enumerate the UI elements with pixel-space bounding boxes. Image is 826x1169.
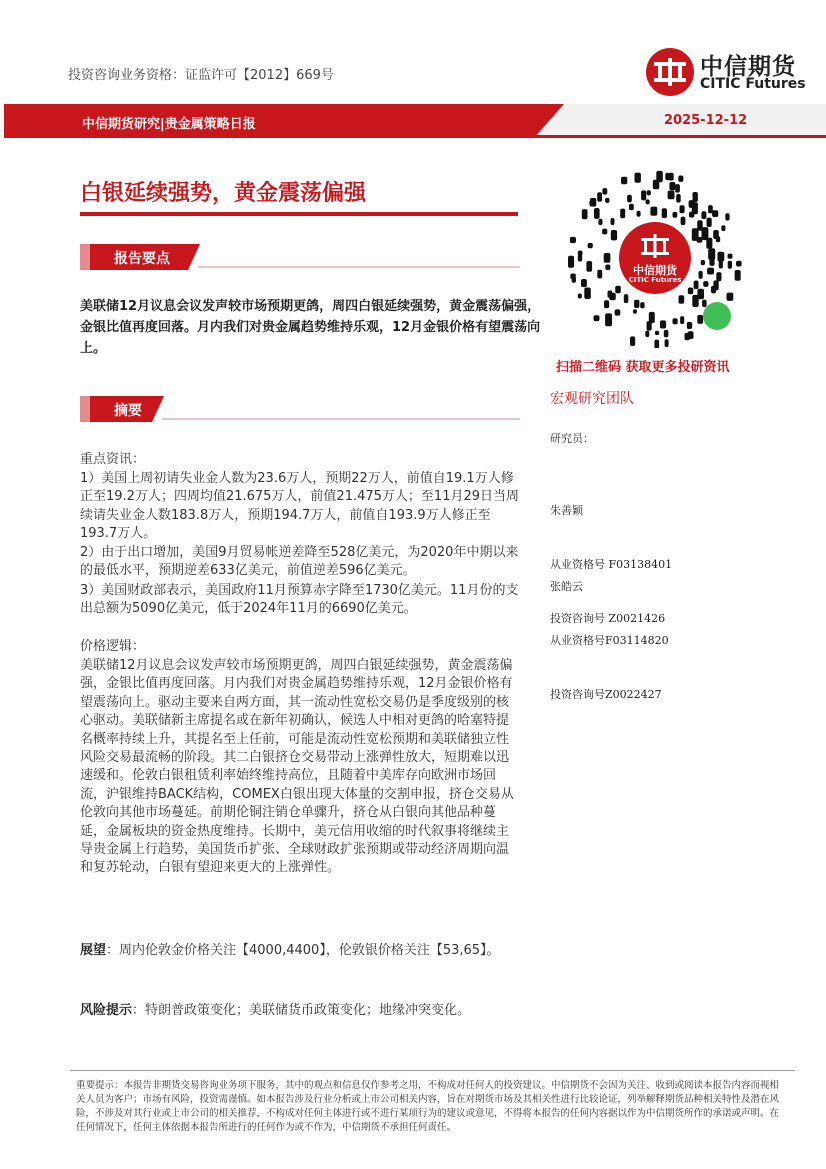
qr-code-icon [565, 168, 745, 348]
outlook-label: 展望 [80, 943, 107, 959]
logo-name-en: CITIC Futures [700, 76, 806, 92]
researcher-label: 研究员： [550, 432, 594, 445]
risk-label: 风险提示 [80, 1003, 133, 1019]
risk-paragraph [80, 984, 520, 1021]
news-item-1: 1）美国上周初请失业金人数为23.6万人，预期22万人，前值自19.1万人修正至19.2万人；四周均值21.675万人，前值21.475万人；至11月29日当周续请失业金人数183.8万人，预期194.7万人，前值自193.9万人修正至193.7万人。 [80, 471, 520, 542]
analyst-consult: 投资咨询号Z0022427 [550, 688, 662, 701]
disclaimer-text: 重要提示：本报告非期货交易咨询业务项下服务，其中的观点和信息仅作参考之用，不构成对任何人的投资建议。中信期货不会因为关注、收到或阅读本报告内容而视相关人员为客户；市场有风险，投资需谨慎。如本报告涉及行业分析或上市公司相关内容，旨在对期货市场及其相关性进行比较论证，列举解释期货品种相关特性及潜在风险，不涉及对其行业或上市公司的相关推荐，不构成对任何主体进行或不进行某项行为的建议或意见，不得将本报告的任何内容据以作为中信期货所作的承诺或声明。在任何情况下，任何主体依据本报告所进行的任何作为或不作为，中信期货不承担任何责任。 [76, 1080, 780, 1133]
section-tag-summary [80, 396, 520, 422]
mini-program-icon [703, 302, 731, 330]
section-tag-key-points [80, 244, 520, 270]
outlook-text: ：周内伦敦金价格关注【4000,4400】，伦敦银价格关注【53,65】。 [106, 943, 500, 959]
disclaimer-divider [70, 1070, 795, 1071]
title-underline [80, 212, 518, 216]
section-divider [162, 418, 520, 420]
section-divider [198, 266, 520, 268]
analyst-license: 从业资格号F03114820 [550, 634, 669, 647]
key-points-text: 美联储12月议息会议发声较市场预期更鸽，周四白银延续强势，黄金震荡偏强，金银比值再度回落。月内我们对贵金属趋势维持乐观，12月金银价格有望震荡向上。 [80, 299, 541, 356]
qr-caption: 扫描二维码 获取更多投研资讯 [556, 360, 730, 375]
outlook-paragraph [80, 924, 520, 961]
news-item-2: 2）由于出口增加，美国9月贸易帐逆差降至528亿美元，为2020年中期以来的最低水平，预期逆差633亿美元，前值逆差596亿美元。 [80, 545, 519, 579]
citic-logo-icon [644, 46, 696, 98]
report-series-label: 中信期货研究|贵金属策略日报 [82, 117, 256, 132]
analyst-name: 张皓云 [550, 580, 583, 593]
news-heading: 重点资讯： [80, 452, 146, 467]
report-title: 白银延续强势，黄金震荡偏强 [80, 181, 367, 206]
license-text: 投资咨询业务资格：证监许可【2012】669号 [68, 68, 334, 83]
company-logo [640, 44, 810, 100]
analyst-consult: 投资咨询号 Z0021426 [550, 612, 666, 625]
analyst-card [550, 542, 669, 722]
logic-text: 美联储12月议息会议发声较市场预期更鸽，周四白银延续强势，黄金震荡偏强，金银比值再度回落。月内我们对贵金属趋势维持乐观，12月金银价格有望震荡向上。驱动主要来自两方面，其一流动性宽松交易仍是季度级别的核心驱动。美联储新主席提名或在新年初确认，候选人中相对更鸽的哈塞特提名概率持续上升，其提名至上任前，可能是流动性宽松预期和美联储独立性风险交易最流畅的阶段。其二白银挤仓交易带动上涨弹性放大，短期难以迅速缓和。伦敦白银租赁利率始终维持高位，且随着中美库存向欧洲市场回流，沪银维持BACK结构，COMEX白银出现大体量的交割申报，挤仓交易从伦敦向其他市场蔓延。前期伦铜注销仓单骤升，挤仓从白银向其他品种蔓延，金属板块的资金热度维持。长期中，美元信用收缩的时代叙事将继续主导贵金属上行趋势，美国货币扩张、全球财政扩张预期或带动经济周期向温和复苏轮动，白银有望迎来更大的上涨弹性。 [80, 658, 514, 876]
report-header-bar [4, 104, 826, 138]
section-tag-label: 摘要 [114, 403, 142, 419]
qr-center-name-cn: 中信期货 [633, 264, 677, 277]
analyst-license: 从业资格号 F03138401 [550, 558, 673, 571]
qr-code[interactable] [565, 168, 745, 348]
report-date: 2025-12-12 [664, 113, 748, 128]
analyst-name: 朱善颖 [550, 504, 583, 517]
news-item-3: 3）美国财政部表示，美国政府11月预算赤字降至1730亿美元。11月份的支出总额为5090亿美元，低于2024年11月的6690亿美元。 [80, 583, 519, 617]
section-tag-label: 报告要点 [114, 251, 170, 267]
risk-text: ：特朗普政策变化；美联储货币政策变化；地缘冲突变化。 [132, 1003, 471, 1019]
logic-heading: 价格逻辑： [80, 639, 146, 654]
logo-name-cn: 中信期货 [700, 54, 796, 80]
team-name: 宏观研究团队 [550, 391, 634, 407]
qr-center-name-en: CITIC Futures [628, 276, 682, 284]
